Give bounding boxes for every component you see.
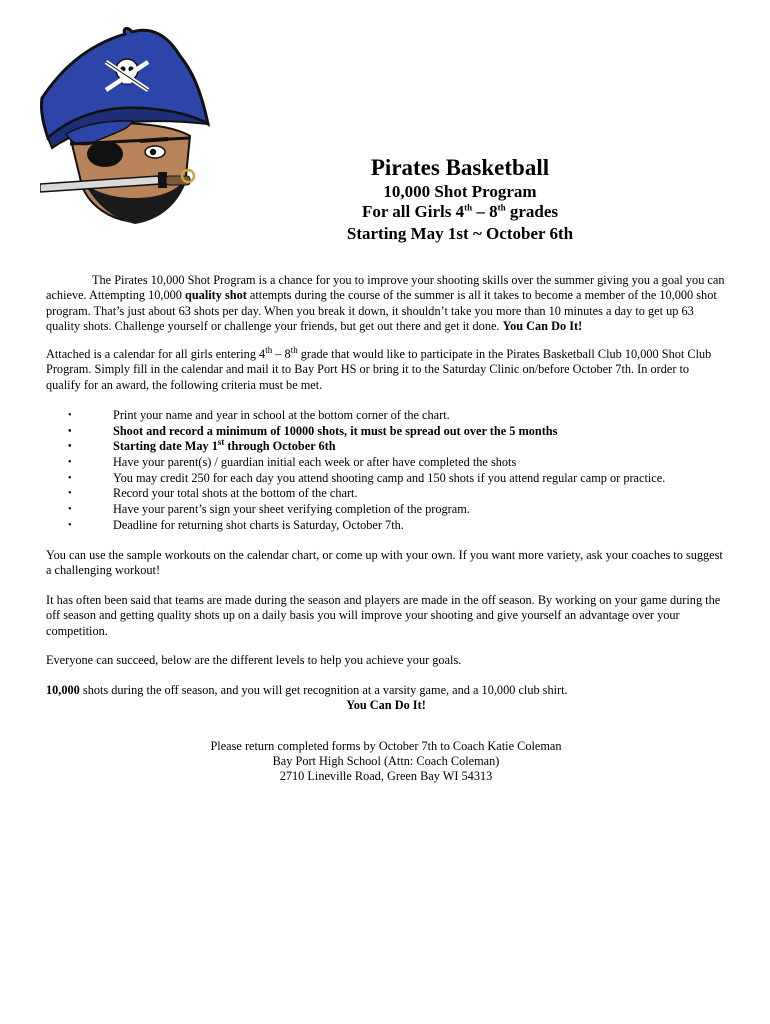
list-item xyxy=(46,518,726,534)
criteria-text: Have your parent’s sign your sheet verifying completion of the program. xyxy=(113,502,470,517)
attached-sup-1: th xyxy=(265,344,273,355)
intro-text-1: The Pirates 10,000 Shot Program is a chance for you to improve your shooting skills over the summer giving you a goal you can achieve. Attempting 10,000 xyxy=(46,273,725,303)
criteria-text: Shoot and record a minimum of 10000 shots, it must be spread out over the 5 months xyxy=(113,423,558,438)
grades-sup-2: th xyxy=(497,202,506,213)
bullet-icon: • xyxy=(68,410,72,421)
pirate-mascot-logo xyxy=(40,26,210,226)
grades-prefix: For all Girls 4 xyxy=(361,202,465,221)
intro-bold-1: quality shot xyxy=(185,288,247,303)
grades-dash: – 8 xyxy=(472,202,498,221)
return-line-1: Please return completed forms by October 7th to Coach Katie Coleman xyxy=(210,739,562,753)
list-item xyxy=(46,408,726,424)
cheer-line: You Can Do It! xyxy=(346,698,426,712)
level-paragraph xyxy=(46,683,726,698)
workouts-paragraph: You can use the sample workouts on the calendar chart, or come up with your own. If you want more variety, ask your coaches to suggest a challenging workout! xyxy=(46,548,723,578)
bullet-icon: • xyxy=(68,441,72,453)
criteria-list xyxy=(46,408,726,534)
criteria-text: Starting date May 1 xyxy=(113,439,218,454)
attached-sup-2: th xyxy=(290,344,298,355)
criteria-text: through October 6th xyxy=(224,439,336,454)
list-item xyxy=(46,455,726,471)
program-dates: Starting May 1st ~ October 6th xyxy=(346,224,574,243)
level-text: shots during the off season, and you will get recognition at a varsity game, and a 10,000 club shirt. xyxy=(79,683,568,697)
list-item xyxy=(46,471,726,487)
bullet-icon: • xyxy=(68,488,72,500)
return-line-3: 2710 Lineville Road, Green Bay WI 54313 xyxy=(279,769,493,783)
grades-suffix: grades xyxy=(505,202,559,221)
bullet-icon: • xyxy=(68,519,72,531)
program-name: 10,000 Shot Program xyxy=(383,182,537,201)
bullet-icon: • xyxy=(68,425,72,437)
grades-sup-1: th xyxy=(464,202,473,213)
level-bold: 10,000 xyxy=(46,683,80,697)
offseason-paragraph: It has often been said that teams are made during the season and players are made in the off season. By working on your game during the off season and getting quality shots up on a daily basis you will improve your shooting and give yourself an advantage over your competition. xyxy=(46,593,721,638)
grades-line xyxy=(300,202,620,222)
attached-part-3: grade that would like to participate in the Pirates Basketball Club 10,000 Shot Club Program. Simply fill in the calendar and mail it to Bay Port HS or bring it to the Saturday Clinic on/before October 7th. In order to qualify for an award, the following criteria must be met. xyxy=(46,347,712,392)
list-item xyxy=(46,502,726,518)
intro-text-2: attempts during the course of the summer is all it takes to become a member of the 10,000 shot program. That’s just about 63 shots per day. When you break it down, it shouldn’t take you more than 10 minutes a day to get up 63 quality shots. Challenge yourself or challenge your friends, but get out there and get it done. xyxy=(46,288,717,334)
return-line-2: Bay Port High School (Attn: Coach Coleman) xyxy=(272,754,500,768)
criteria-text: Record your total shots at the bottom of the chart. xyxy=(113,486,358,501)
attached-part-2: – 8 xyxy=(272,347,291,361)
attached-paragraph xyxy=(46,344,726,393)
list-item xyxy=(46,486,726,502)
intro-bold-2: You Can Do It! xyxy=(502,319,583,334)
list-item xyxy=(46,424,726,440)
criteria-sup: st xyxy=(217,437,225,448)
criteria-text: Deadline for returning shot charts is Saturday, October 7th. xyxy=(113,517,404,532)
list-item xyxy=(46,439,726,455)
bullet-icon: • xyxy=(68,457,72,469)
attached-part-1: Attached is a calendar for all girls entering 4 xyxy=(46,347,266,361)
criteria-text: Print your name and year in school at the bottom corner of the chart. xyxy=(113,408,450,422)
bullet-icon: • xyxy=(68,472,72,484)
criteria-text: You may credit 250 for each day you attend shooting camp and 150 shots if you attend regular camp or practice. xyxy=(113,470,666,485)
bullet-icon: • xyxy=(68,504,72,516)
document-title: Pirates Basketball xyxy=(370,155,550,180)
criteria-text: Have your parent(s) / guardian initial each week or after have completed the shots xyxy=(113,455,517,470)
everyone-paragraph: Everyone can succeed, below are the different levels to help you achieve your goals. xyxy=(46,653,462,667)
intro-paragraph xyxy=(46,273,726,335)
